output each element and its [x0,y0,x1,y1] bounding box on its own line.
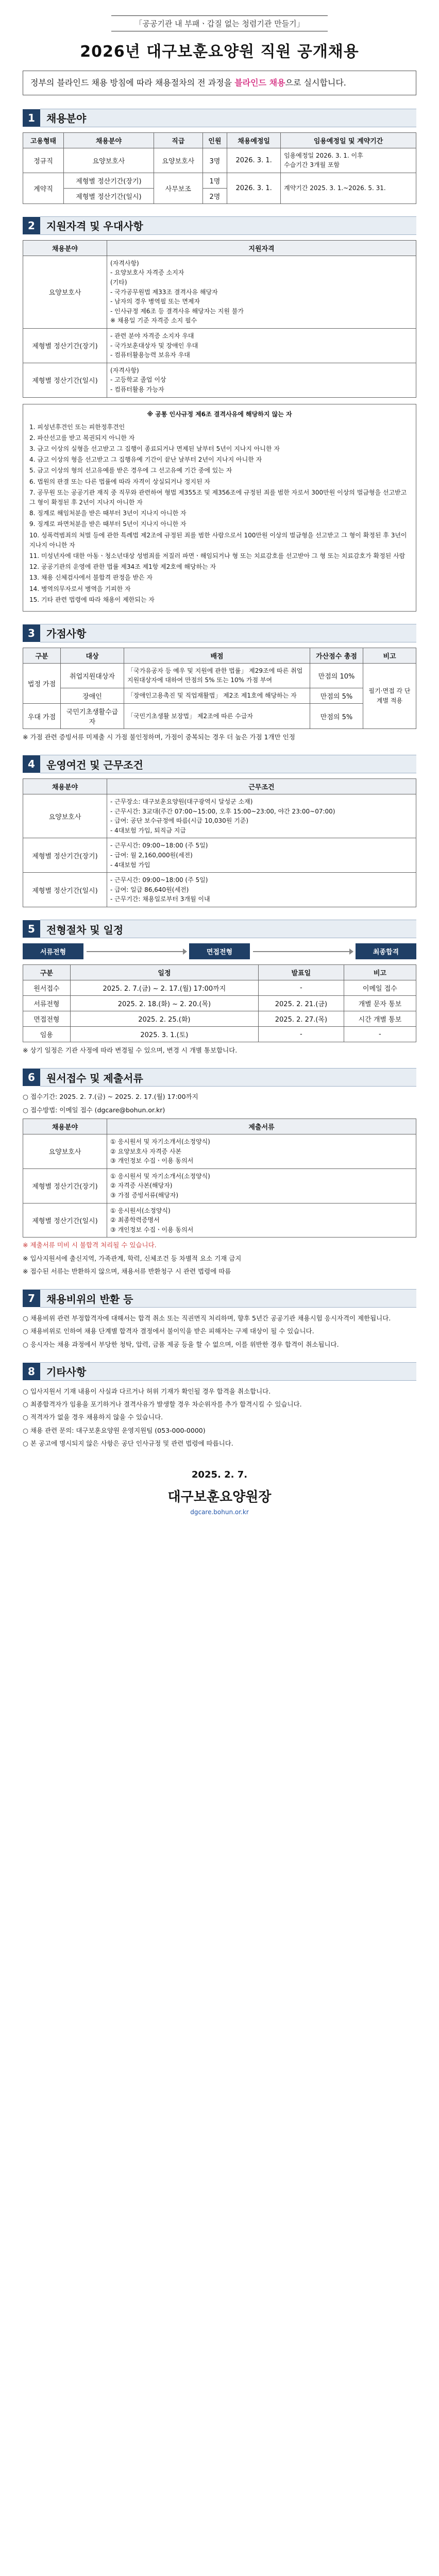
section-5-header [23,920,416,938]
list-item: ○ 채용비위 관련 부정합격자에 대해서는 합격 취소 또는 직권면직 처리하며, 향후 5년간 공공기관 채용시험 응시자격이 제한됩니다. [23,1314,391,1323]
list-item: ○ 최종합격자가 임용을 포기하거나 결격사유가 발생할 경우 차순위자를 추가 합격시킬 수 있습니다. [23,1400,302,1409]
section-title: 운영여건 및 근무조건 [40,755,416,773]
notice-date: 2025. 2. 7. [191,1469,248,1481]
list-item: 6. 법원의 판결 또는 다른 법률에 따라 자격이 상실되거나 정지된 자 [29,478,210,485]
list-item: 14. 병역의무자로서 병역을 기피한 자 [29,585,131,592]
section-4-header [23,755,416,773]
table-row: 요양보호사 - 근무장소: 대구보훈요양원(대구광역시 달성군 소재) - 근무시간: 3교대(주간 07:00~15:00, 오후 15:00~23:00, 야간 23:00~07:00) - 급여: 공단 보수규정에 따름(시급 10,030원 기준) - 4대보험 가입, 퇴직금 지급 [23,794,416,838]
table-row: 제형별 정산기간(장기) - 근무시간: 09:00~18:00 (주 5일) - 급여: 월 2,160,000원(세전) - 4대보험 가입 [23,838,416,873]
notice-text: 정부의 블라인드 채용 방침에 따라 채용절차의 전 과정을 [30,78,232,88]
col-header: 직급 [154,132,203,148]
table-row: 정규직 요양보호사 요양보호사 3명 2026. 3. 1. 임용예정일 2026. 3. 1. 이후 수습기간 3개월 포함 [23,148,416,173]
bonus-note: ※ 가점 관련 증빙서류 미제출 시 가점 불인정하며, 가점이 중복되는 경우 더 높은 가점 1개만 인정 [23,733,295,741]
notice-tail: 으로 실시합니다. [285,78,346,88]
site-link[interactable]: dgcare.bohun.or.kr [190,1509,249,1516]
section-number: 7 [23,1290,40,1307]
table-row: 원서접수 2025. 2. 7.(금) ~ 2. 17.(월) 17:00까지 - 이메일 접수 [23,980,416,996]
col-header: 고용형태 [23,132,64,148]
schedule-note: ※ 상기 일정은 기관 사정에 따라 변경될 수 있으며, 변경 시 개별 통보합니다. [23,1046,238,1054]
qualification-table: 채용분야 지원자격 요양보호사 (자격사항) - 요양보호사 자격증 소지자 (기타) - 국가공무원법 제33조 결격사유 해당자 - 남자의 경우 병역필 또는 면제자 - 인사규정 제6조 등 결격사유 해당자는 지원 불가 ※ 채용일 기준 자격증 소지 필수 제형별 정산기간(장기) - 관련 분야 자격증 소지자 우대 - 국가보훈대상자 및 장애인 우대 - 컴퓨터활용능력 보유자 우대 제형별 정산기간(일시) (자격사항) - 고등학교 졸업 이상 - 컴퓨터활용 가능자 [23,240,416,398]
list-item: ○ 채용비위로 인하여 채용 단계별 합격자 결정에서 불이익을 받은 피해자는 구제 대상이 될 수 있습니다. [23,1327,314,1335]
list-item: 11. 미성년자에 대한 아동ㆍ청소년대상 성범죄를 저질러 파면ㆍ해임되거나 형 또는 치료감호를 선고받아 그 형 또는 치료감호가 확정된 사람 [29,552,406,560]
list-item: 10. 성폭력범죄의 처벌 등에 관한 특례법 제2조에 규정된 죄를 범한 사람으로서 100만원 이상의 벌금형을 선고받고 그 형이 확정된 후 3년이 지나지 아니한 자 [29,531,407,549]
flow-step: 최종합격 [356,943,416,959]
recruit-table [23,132,416,204]
arrow-icon [87,951,186,952]
flow-step: 면접전형 [189,943,250,959]
section-number: 2 [23,217,40,234]
table-row: 장애인 「장애인고용촉진 및 직업재활법」 제2조 제1호에 해당하는 자 만점의 5% [23,688,416,704]
section-number: 8 [23,1363,40,1380]
arrow-icon [253,951,352,952]
list-item: ○ 본 공고에 명시되지 않은 사항은 공단 인사규정 및 관련 법령에 따릅니다. [23,1439,233,1447]
table-row: 요양보호사 (자격사항) - 요양보호사 자격증 소지자 (기타) - 국가공무원법 제33조 결격사유 해당자 - 남자의 경우 병역필 또는 면제자 - 인사규정 제6조 등 결격사유 해당자는 지원 불가 ※ 채용일 기준 자격증 소지 필수 [23,256,416,328]
list-item: 8. 징계로 해임처분을 받은 때부터 3년이 지나지 아니한 자 [29,510,187,517]
slogan: 「공공기관 내 부패ㆍ갑질 없는 청렴기관 만들기」 [111,15,328,31]
note-line: ※ 입사지원서에 출신지역, 가족관계, 학력, 신체조건 등 차별적 요소 기재 금지 [23,1254,242,1262]
documents-table: 채용분야 제출서류 요양보호사 ① 응시원서 및 자기소개서(소정양식) ② 요양보호사 자격증 사본 ③ 개인정보 수집ㆍ이용 동의서 제형별 정산기간(장기) ① 응시원서 및 자기소개서(소정양식) ② 자격증 사본(해당자) ③ 가점 증빙서류(해당자) 제형별 정산기간(일시) ① 응시원서(소정양식) ② 최종학력증명서 ③ 개인정보 수집ㆍ이용 동의서 [23,1118,416,1238]
col-header: 임용예정일 및 계약기간 [281,132,416,148]
section-title: 기타사항 [40,1362,416,1381]
section-7-header [23,1289,416,1308]
section-title: 가점사항 [40,624,416,642]
section-title: 채용분야 [40,109,416,127]
note-line: ※ 제출서류 미비 시 불합격 처리될 수 있습니다. [23,1241,157,1249]
list-item: 7. 공무원 또는 공공기관 재직 중 직무와 관련하여 형법 제355조 및 제356조에 규정된 죄를 범한 자로서 300만원 이상의 벌금형을 선고받고 그 형이 확정된 후 2년이 지나지 아니한 자 [29,488,407,506]
table-row: 제형별 정산기간(일시) 2명 [23,188,416,204]
section-6-header [23,1068,416,1087]
list-item: 9. 징계로 파면처분을 받은 때부터 5년이 지나지 아니한 자 [29,520,187,528]
section-title: 지원자격 및 우대사항 [40,216,416,235]
table-row: 법정 가점 취업지원대상자 「국가유공자 등 예우 및 지원에 관한 법률」 제29조에 따른 취업지원대상자에 대하여 만점의 5% 또는 10% 가점 부여 만점의 10% 필기·면접 각 단계별 적용 [23,663,416,688]
col-header: 채용예정일 [227,132,281,148]
section-3-header [23,624,416,642]
section-1-header [23,109,416,127]
other-list [23,1386,416,1449]
section-title: 채용비위의 반환 등 [40,1289,416,1308]
list-item: ○ 응시자는 채용 과정에서 부당한 청탁, 압력, 금품 제공 등을 할 수 없으며, 이를 위반한 경우 합격이 취소됩니다. [23,1340,339,1348]
notice-highlight: 블라인드 채용 [234,78,285,88]
list-item: 3. 금고 이상의 실형을 선고받고 그 집행이 종료되거나 면제된 날부터 5년이 지나지 아니한 자 [29,445,280,453]
col-header: 인원 [202,132,227,148]
documents-notes [23,1240,416,1277]
list-item: ○ 적격자가 없을 경우 채용하지 않을 수 있습니다. [23,1413,163,1421]
table-row: 제형별 정산기간(일시) (자격사항) - 고등학교 졸업 이상 - 컴퓨터활용 가능자 [23,363,416,397]
misconduct-list [23,1313,416,1350]
list-item: 1. 피성년후견인 또는 피한정후견인 [29,423,125,431]
disqualification-list [29,422,410,605]
section-2-header [23,216,416,235]
table-row: 제형별 정산기간(장기) ① 응시원서 및 자기소개서(소정양식) ② 자격증 사본(해당자) ③ 가점 증빙서류(해당자) [23,1168,416,1203]
table-row: 제형별 정산기간(장기) - 관련 분야 자격증 소지자 우대 - 국가보훈대상자 및 장애인 우대 - 컴퓨터활용능력 보유자 우대 [23,328,416,363]
application-method: ○ 접수방법: 이메일 접수 (dgcare@bohun.or.kr) [23,1106,165,1114]
list-item: 4. 금고 이상의 형을 선고받고 그 집행유예 기간이 끝난 날부터 2년이 지나지 아니한 자 [29,456,262,464]
box-title: ※ 공통 인사규정 제6조 결격사유에 해당하지 않는 자 [147,410,292,418]
table-row: 제형별 정산기간(일시) - 근무시간: 09:00~18:00 (주 5일) - 급여: 일급 86,640원(세전) - 근무기간: 채용일로부터 3개월 이내 [23,873,416,907]
conditions-table: 채용분야 근무조건 요양보호사 - 근무장소: 대구보훈요양원(대구광역시 달성군 소재) - 근무시간: 3교대(주간 07:00~15:00, 오후 15:00~23:00, 야간 23:00~07:00) - 급여: 공단 보수규정에 따름(시급 10,030원 기준) - 4대보험 가입, 퇴직금 지급 제형별 정산기간(장기) - 근무시간: 09:00~18:00 (주 5일) - 급여: 월 2,160,000원(세전) - 4대보험 가입 제형별 정산기간(일시) - 근무시간: 09:00~18:00 (주 5일) - 급여: 일급 86,640원(세전) - 근무기간: 채용일로부터 3개월 이내 [23,778,416,907]
section-number: 1 [23,109,40,127]
table-row: 면접전형 2025. 2. 25.(화) 2025. 2. 27.(목) 시간 개별 통보 [23,1011,416,1027]
bonus-table: 구분 대상 배점 가산점수 총점 비고 법정 가점 취업지원대상자 「국가유공자 등 예우 및 지원에 관한 법률」 제29조에 따른 취업지원대상자에 대하여 만점의 5% 또는 10% 가점 부여 만점의 10% 필기·면접 각 단계별 적용 장애인 「장애인고용촉진 및 직업재활법」 제2조 제1호에 해당하는 자 만점의 5% 우대 가점 국민기초생활수급자 「국민기초생활 보장법」 제2조에 따른 수급자 만점의 5% [23,648,416,729]
list-item: 2. 파산선고를 받고 복권되지 아니한 자 [29,434,135,442]
list-item: 13. 채용 신체검사에서 불합격 판정을 받은 자 [29,574,153,582]
section-number: 3 [23,624,40,642]
note-line: ※ 접수된 서류는 반환하지 않으며, 채용서류 반환청구 시 관련 법령에 따름 [23,1267,231,1275]
process-flow [23,943,416,959]
section-title: 전형절차 및 일정 [40,920,416,938]
flow-step: 서류전형 [23,943,83,959]
section-8-header [23,1362,416,1381]
list-item: 5. 금고 이상의 형의 선고유예를 받은 경우에 그 선고유예 기간 중에 있는 자 [29,467,232,474]
list-item: 15. 기타 관련 법령에 따라 채용이 제한되는 자 [29,596,155,603]
disqualification-box [23,404,416,612]
table-row: 요양보호사 ① 응시원서 및 자기소개서(소정양식) ② 요양보호사 자격증 사본 ③ 개인정보 수집ㆍ이용 동의서 [23,1134,416,1169]
page-title: 2026년 대구보훈요양원 직원 공개채용 [80,43,359,61]
section-title: 원서접수 및 제출서류 [40,1068,416,1087]
table-row: 제형별 정산기간(일시) ① 응시원서(소정양식) ② 최종학력증명서 ③ 개인정보 수집ㆍ이용 동의서 [23,1203,416,1238]
section-number: 5 [23,920,40,938]
schedule-table: 구분 일정 발표일 비고 원서접수 2025. 2. 7.(금) ~ 2. 17.(월) 17:00까지 - 이메일 접수 서류전형 2025. 2. 18.(화) ~ 2. 20.(목) 2025. 2. 21.(금) 개별 문자 통보 면접전형 2025. 2. 25.(화) 2025. 2. 27.(목) 시간 개별 통보 임용 2025. 3. 1.(토) - - [23,964,416,1042]
table-row: 우대 가점 국민기초생활수급자 「국민기초생활 보장법」 제2조에 따른 수급자 만점의 5% [23,704,416,729]
section-number: 4 [23,755,40,773]
table-row: 임용 2025. 3. 1.(토) - - [23,1027,416,1042]
list-item: ○ 입사지원서 기재 내용이 사실과 다르거나 허위 기재가 확인될 경우 합격을 취소합니다. [23,1387,271,1395]
table-row: 계약직 제형별 정산기간(장기) 사무보조 1명 2026. 3. 1. 계약기간 2025. 3. 1.~2026. 5. 31. [23,173,416,188]
table-row: 서류전형 2025. 2. 18.(화) ~ 2. 20.(목) 2025. 2. 21.(금) 개별 문자 통보 [23,996,416,1011]
blind-notice [23,71,416,95]
col-header: 채용분야 [63,132,154,148]
section-number: 6 [23,1069,40,1086]
issuer: 대구보훈요양원장 [167,1489,272,1505]
list-item: ○ 채용 관련 문의: 대구보훈요양원 운영지원팀 (053-000-0000) [23,1426,206,1434]
list-item: 12. 공공기관의 운영에 관한 법률 제34조 제1항 제2호에 해당하는 자 [29,563,216,571]
application-period: ○ 접수기간: 2025. 2. 7.(금) ~ 2025. 2. 17.(월) 17:00까지 [23,1093,198,1100]
